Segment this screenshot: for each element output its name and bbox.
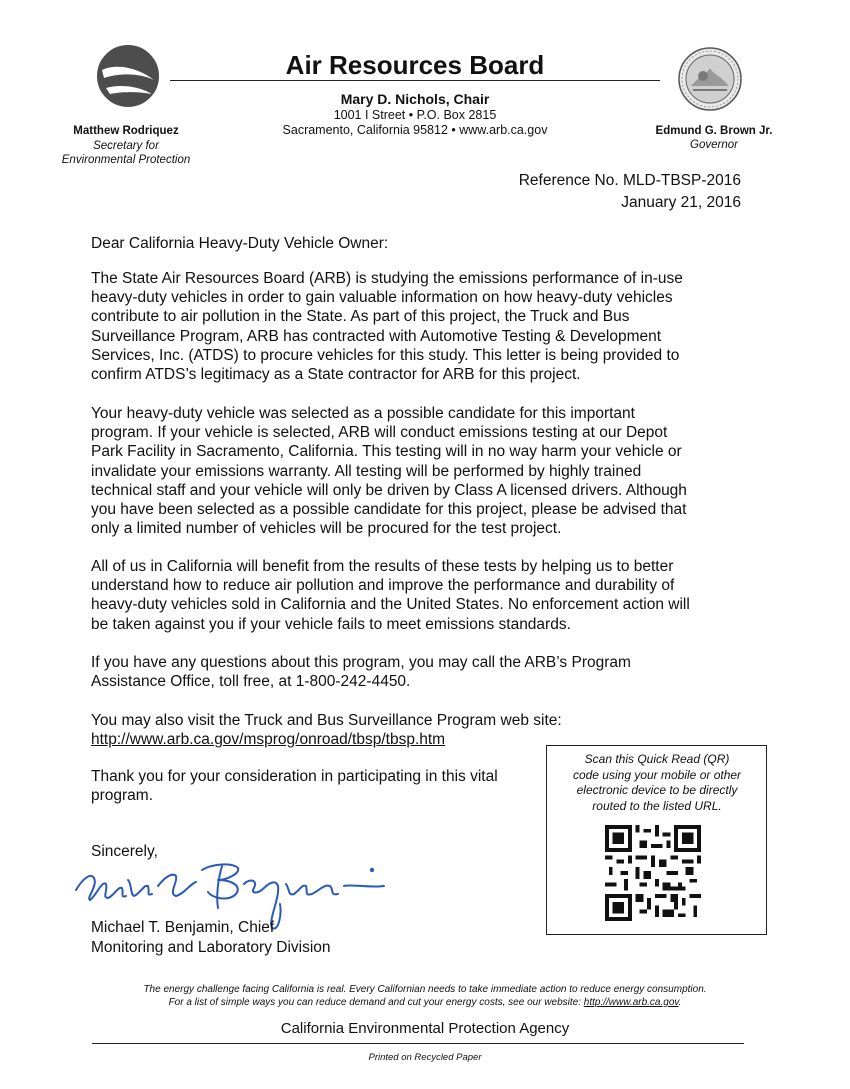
reference-block: [440, 170, 741, 214]
qr-instruction-line: electronic device to be directly: [576, 783, 738, 797]
secretary-title-line-1: Secretary for: [93, 140, 159, 152]
paragraph-line: All of us in California will benefit from the results of these tests by helping us to better: [91, 558, 674, 575]
state-seal-icon: [677, 46, 743, 112]
paragraph-line: confirm ATDS’s legitimacy as a State contractor for ARB for this project.: [91, 366, 581, 384]
governor-title: Governor: [690, 139, 738, 151]
address-line-1: 1001 I Street • P.O. Box 2815: [333, 108, 497, 122]
signer-division: Monitoring and Laboratory Division: [91, 938, 331, 956]
qr-code-icon[interactable]: [605, 825, 701, 921]
program-website-link[interactable]: http://www.arb.ca.gov/msprog/onroad/tbsp/tbsp.htm: [91, 731, 446, 749]
paragraph-5: [91, 711, 741, 749]
letter-date: January 21, 2016: [621, 194, 741, 211]
paragraph-1: [91, 269, 741, 384]
paragraph-3: [91, 557, 741, 634]
chair-name: Mary D. Nichols, Chair: [340, 91, 490, 107]
qr-instruction-line: code using your mobile or other: [572, 767, 742, 782]
paragraph-line: understand how to reduce air pollution and improve the performance and durability of: [91, 577, 675, 595]
paragraph-4: [91, 653, 741, 691]
signer-block: [91, 918, 331, 957]
signer-name: Michael T. Benjamin, Chief: [91, 919, 275, 936]
governor-name: Edmund G. Brown Jr.: [655, 125, 773, 137]
paragraph-6: [91, 767, 541, 805]
paragraph-line: Services, Inc. (ATDS) to procure vehicles for this study. This letter is being provided to: [91, 346, 680, 364]
closing: Sincerely,: [91, 843, 158, 860]
qr-instructions: [552, 752, 762, 814]
secretary-title: [36, 139, 216, 167]
address-line-2: Sacramento, California 95812 • www.arb.ca.gov: [282, 123, 548, 137]
energy-line-2-text: For a list of simple ways you can reduce demand and cut your energy costs, see our website:: [168, 997, 584, 1008]
paragraph-line: You may also visit the Truck and Bus Surveillance Program web site:: [91, 712, 562, 729]
paragraph-line: you have been selected as a possible candidate for this project, please be advised that: [91, 501, 687, 519]
paragraph-line: heavy-duty vehicles in order to gain valuable information on how heavy-duty vehicles: [91, 289, 673, 307]
energy-notice: [60, 983, 790, 1009]
header-rule: [170, 80, 660, 81]
org-title: Air Resources Board: [285, 50, 545, 80]
paragraph-line: Surveillance Program, ARB has contracted with Automotive Testing & Development: [91, 327, 662, 345]
calepa-logo-icon: [96, 44, 160, 108]
energy-line-2-end: .: [678, 997, 682, 1008]
footer-rule: [92, 1043, 744, 1044]
paragraph-line: contribute to air pollution in the State. As part of this project, the Truck and Bus: [91, 308, 630, 326]
paragraph-line: invalidate your emissions warranty. All testing will be performed by highly trained: [91, 462, 642, 480]
reference-number: Reference No. MLD-TBSP-2016: [518, 172, 741, 189]
paragraph-line: heavy-duty vehicles sold in California and the United States. No enforcement action will: [91, 596, 690, 614]
qr-instruction-line: Scan this Quick Read (QR): [584, 752, 730, 766]
paragraph-line: Thank you for your consideration in participating in this vital: [91, 768, 498, 785]
paragraph-line: If you have any questions about this program, you may call the ARB’s Program: [91, 654, 631, 671]
secretary-title-line-2: Environmental Protection: [61, 154, 191, 166]
paragraph-line: Your heavy-duty vehicle was selected as a possible candidate for this important: [91, 405, 635, 422]
energy-line-2: [60, 996, 790, 1009]
energy-line-1: The energy challenge facing California is real. Every Californian needs to take immediate action to reduce energy consumption.: [143, 984, 707, 995]
paragraph-line: The State Air Resources Board (ARB) is studying the emissions performance of in-use: [91, 270, 683, 287]
qr-instruction-line: routed to the listed URL.: [592, 798, 722, 813]
agency-name: California Environmental Protection Agency: [280, 1020, 570, 1037]
recycled-paper-note: Printed on Recycled Paper: [368, 1052, 482, 1063]
paragraph-line: be taken against you if your vehicle fails to meet emissions standards.: [91, 615, 571, 633]
paragraph-line: Assistance Office, toll free, at 1-800-242-4450.: [91, 673, 411, 691]
paragraph-line: program. If your vehicle is selected, ARB will conduct emissions testing at our Depot: [91, 424, 668, 442]
paragraph-line: technical staff and your vehicle will only be driven by Class A licensed drivers. Although: [91, 481, 687, 499]
paragraph-line: program.: [91, 787, 154, 805]
paragraph-line: only a limited number of vehicles will be procured for the test project.: [91, 520, 562, 538]
paragraph-line: Park Facility in Sacramento, California. This testing will in no way harm your vehicle or: [91, 443, 682, 461]
salutation: Dear California Heavy-Duty Vehicle Owner:: [91, 235, 389, 252]
paragraph-2: [91, 404, 741, 538]
secretary-name: Matthew Rodriquez: [73, 125, 179, 137]
energy-website-link[interactable]: http://www.arb.ca.gov: [583, 997, 679, 1008]
